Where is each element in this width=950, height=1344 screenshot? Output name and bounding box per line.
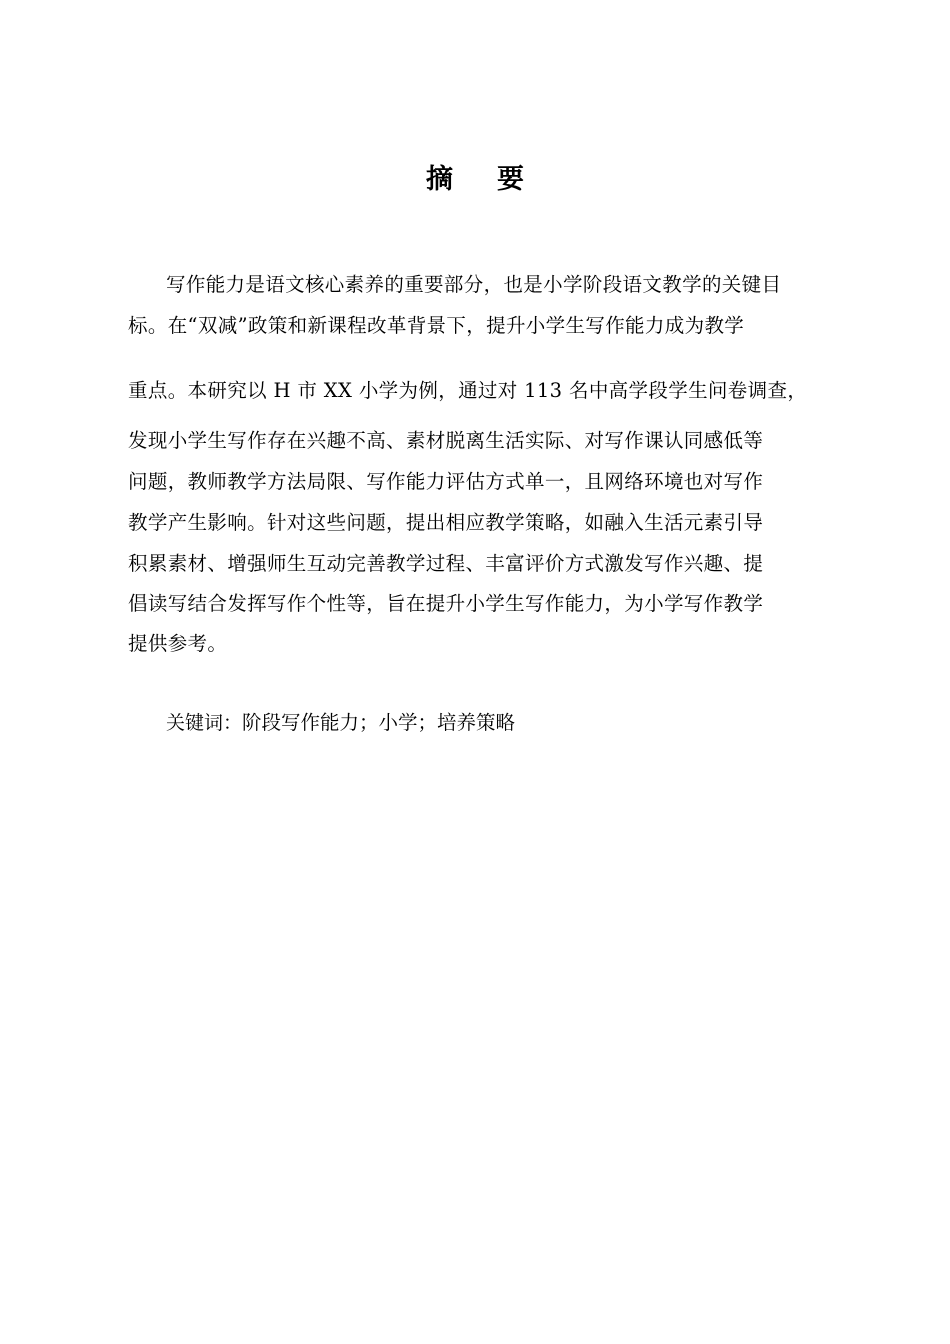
abstract-line-3: 重点。本研究以 H 市 XX 小学为例，通过对 113 名中高学段学生问卷调查， — [128, 379, 808, 402]
abstract-line-5: 问题，教师教学方法局限、写作能力评估方式单一，且网络环境也对写作 — [128, 470, 764, 493]
abstract-line-1: 写作能力是语文核心素养的重要部分，也是小学阶段语文教学的关键目 — [166, 273, 782, 296]
keywords-line — [166, 708, 515, 738]
abstract-title-char-1: 摘 — [426, 164, 453, 195]
abstract-line-6: 教学产生影响。针对这些问题，提出相应教学策略，如融入生活元素引导 — [128, 511, 764, 534]
keywords-label: 关键词： — [166, 712, 243, 734]
abstract-line-7: 积累素材、增强师生互动完善教学过程、丰富评价方式激发写作兴趣、提 — [128, 552, 764, 575]
abstract-title — [0, 160, 950, 200]
keywords-value: 阶段写作能力；小学；培养策略 — [242, 711, 516, 734]
abstract-line-9: 提供参考。 — [128, 632, 228, 655]
abstract-line-2: 标。在“双减”政策和新课程改革背景下，提升小学生写作能力成为教学 — [128, 314, 745, 337]
abstract-title-char-2: 要 — [497, 164, 524, 195]
abstract-line-4: 发现小学生写作存在兴趣不高、素材脱离生活实际、对写作课认同感低等 — [128, 429, 764, 452]
abstract-line-8: 倡读写结合发挥写作个性等，旨在提升小学生写作能力，为小学写作教学 — [128, 592, 764, 615]
